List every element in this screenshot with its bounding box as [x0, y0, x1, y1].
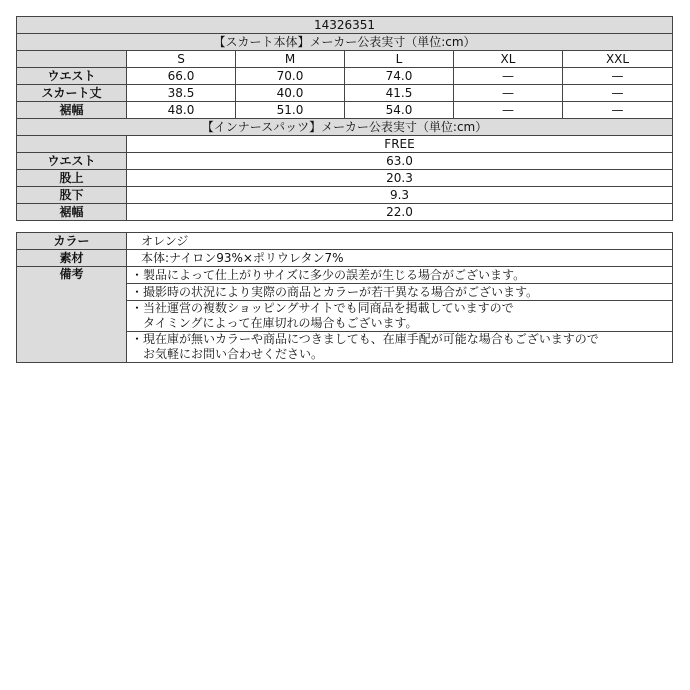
note-item	[127, 301, 673, 332]
info-table	[16, 232, 673, 363]
table-row	[17, 85, 673, 102]
size-table	[16, 16, 673, 221]
table-cell: —	[563, 102, 673, 119]
table-cell: 22.0	[127, 204, 673, 221]
table-row	[17, 187, 673, 204]
table-row	[17, 204, 673, 221]
table-row	[17, 102, 673, 119]
material-value: 本体:ナイロン93%×ポリウレタン7%	[127, 250, 673, 267]
skirt-section-title: 【スカート本体】メーカー公表実寸（単位:cm）	[17, 34, 673, 51]
skirt-size-header-row	[17, 51, 673, 68]
size-header: XXL	[563, 51, 673, 68]
inner-section-title: 【インナースパッツ】メーカー公表実寸（単位:cm）	[17, 119, 673, 136]
note-line: ・当社運営の複数ショッピングサイトでも同商品を掲載していますので	[131, 301, 514, 315]
note-item	[127, 284, 673, 301]
note-line: ・現在庫が無いカラーや商品につきましても、在庫手配が可能な場合もございますので	[131, 332, 599, 346]
table-cell: 66.0	[127, 68, 236, 85]
table-cell: 74.0	[345, 68, 454, 85]
material-label: 素材	[17, 250, 127, 267]
note-item	[127, 267, 673, 284]
product-code: 14326351	[17, 17, 673, 34]
table-cell: 40.0	[236, 85, 345, 102]
size-header: S	[127, 51, 236, 68]
table-cell: —	[454, 68, 563, 85]
color-value: オレンジ	[127, 233, 673, 250]
note-line: ・撮影時の状況により実際の商品とカラーが若干異なる場合がございます。	[131, 284, 539, 299]
note-line: ・製品によって仕上がりサイズに多少の誤差が生じる場合がございます。	[131, 267, 526, 282]
table-row	[17, 250, 673, 267]
inner-size-header-row	[17, 136, 673, 153]
table-cell: 51.0	[236, 102, 345, 119]
color-label: カラー	[17, 233, 127, 250]
row-label: 裾幅	[17, 204, 127, 221]
size-header: M	[236, 51, 345, 68]
row-label: 股下	[17, 187, 127, 204]
table-row	[17, 68, 673, 85]
table-cell: 38.5	[127, 85, 236, 102]
size-header: FREE	[127, 136, 673, 153]
table-cell: 20.3	[127, 170, 673, 187]
table-row	[17, 170, 673, 187]
notes-label: 備考	[17, 267, 127, 363]
row-label: ウエスト	[17, 153, 127, 170]
table-cell: 63.0	[127, 153, 673, 170]
row-label: 股上	[17, 170, 127, 187]
table-cell: 9.3	[127, 187, 673, 204]
table-cell: 70.0	[236, 68, 345, 85]
row-label: スカート丈	[17, 85, 127, 102]
note-item	[127, 332, 673, 363]
row-label: ウエスト	[17, 68, 127, 85]
table-cell: —	[454, 102, 563, 119]
table-cell: 48.0	[127, 102, 236, 119]
size-header-corner	[17, 51, 127, 68]
table-cell: —	[454, 85, 563, 102]
table-row	[17, 153, 673, 170]
table-cell: —	[563, 85, 673, 102]
size-header-corner	[17, 136, 127, 153]
size-header: L	[345, 51, 454, 68]
table-cell: —	[563, 68, 673, 85]
table-row	[17, 233, 673, 250]
note-line: お気軽にお問い合わせください。	[131, 347, 324, 361]
table-row	[17, 267, 673, 284]
note-line: タイミングによって在庫切れの場合もございます。	[131, 316, 418, 330]
size-header: XL	[454, 51, 563, 68]
table-cell: 41.5	[345, 85, 454, 102]
row-label: 裾幅	[17, 102, 127, 119]
table-cell: 54.0	[345, 102, 454, 119]
